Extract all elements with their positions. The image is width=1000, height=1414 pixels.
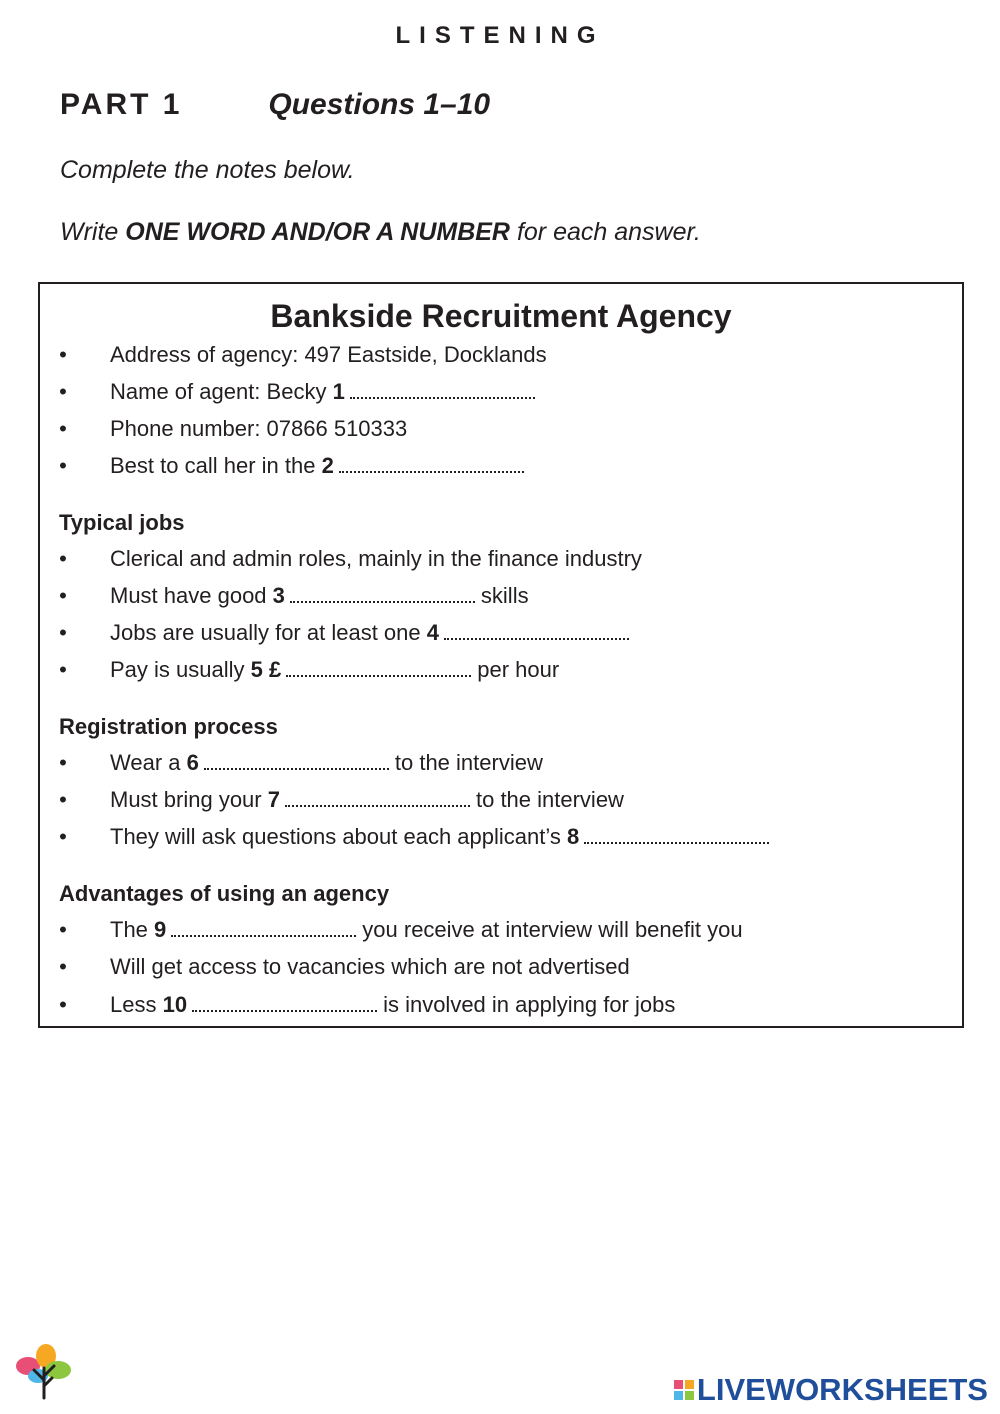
part-header — [60, 88, 490, 122]
answer-blank-6[interactable] — [204, 754, 389, 770]
question-number: 1 — [332, 379, 345, 404]
question-number: 6 — [186, 750, 199, 775]
question-number: 5 £ — [250, 657, 282, 682]
question-number: 8 — [566, 824, 580, 849]
bullet-icon: • — [59, 416, 67, 441]
brand-name: LIVEWORKSHEETS — [696, 1372, 988, 1407]
section-heading-registration: Registration process — [59, 714, 278, 739]
bullet-icon: • — [59, 917, 67, 942]
section-heading: LISTENING — [395, 22, 605, 49]
bullet-icon: • — [59, 453, 67, 478]
answer-blank-3[interactable] — [290, 587, 475, 603]
bullet-icon: • — [59, 342, 67, 367]
answer-blank-10[interactable] — [192, 996, 377, 1012]
questions-range: Questions 1–10 — [268, 88, 491, 121]
bullet-icon: • — [59, 546, 67, 571]
bullet-icon: • — [59, 583, 67, 608]
bullet-icon: • — [59, 620, 67, 645]
brand-icon — [674, 1380, 694, 1400]
question-number: 10 — [162, 992, 188, 1017]
bullet-icon: • — [59, 750, 67, 775]
question-number: 3 — [272, 583, 285, 608]
question-number: 9 — [154, 917, 167, 942]
notes-box: Bankside Recruitment Agency • Address of agency: 497 Eastside, Docklands • Name of agent: Becky 1 • Phone number: 07866 510333 • Best to call her in the 2 Typical jobs • Clerical and admin roles, mainly in the finance industry • Must have good 3 skills • Jobs are usually for at least one 4 • Pay is usually 5 £ per hour Registration process • Wear a 6 to the interview • Must bring your 7 to the interview • They will ask questions about each applicant’s 8 Advantages of using an agency • The 9 you receive at interview will benefit you • Will get access to vacancies which are not advertised • Less 10 is involved in applying for jobs — [38, 282, 964, 1028]
bullet-icon: • — [59, 379, 67, 404]
bullet-icon: • — [59, 954, 67, 979]
question-number: 4 — [426, 620, 439, 645]
answer-blank-4[interactable] — [444, 624, 629, 640]
answer-blank-5[interactable] — [286, 661, 471, 677]
answer-blank-9[interactable] — [171, 921, 356, 937]
liveworksheets-brand — [674, 1372, 988, 1408]
answer-blank-8[interactable] — [584, 828, 769, 844]
section-heading-typical-jobs: Typical jobs — [59, 510, 185, 535]
instruction-word-limit: Write ONE WORD AND/OR A NUMBER for each answer. — [60, 218, 701, 246]
word-limit-emphasis: ONE WORD AND/OR A NUMBER — [125, 218, 510, 246]
bullet-icon: • — [59, 824, 67, 849]
notes-title: Bankside Recruitment Agency — [270, 298, 732, 334]
section-heading-advantages: Advantages of using an agency — [59, 881, 390, 906]
answer-blank-7[interactable] — [285, 791, 470, 807]
question-number: 2 — [321, 453, 334, 478]
answer-blank-1[interactable] — [350, 383, 535, 399]
question-number: 7 — [267, 787, 280, 812]
tree-logo-icon — [14, 1340, 74, 1400]
bullet-icon: • — [59, 787, 67, 812]
bullet-icon: • — [59, 657, 67, 682]
answer-blank-2[interactable] — [339, 457, 524, 473]
part-label: PART 1 — [60, 88, 183, 121]
bullet-icon: • — [59, 992, 67, 1017]
instruction-complete: Complete the notes below. — [60, 156, 355, 184]
